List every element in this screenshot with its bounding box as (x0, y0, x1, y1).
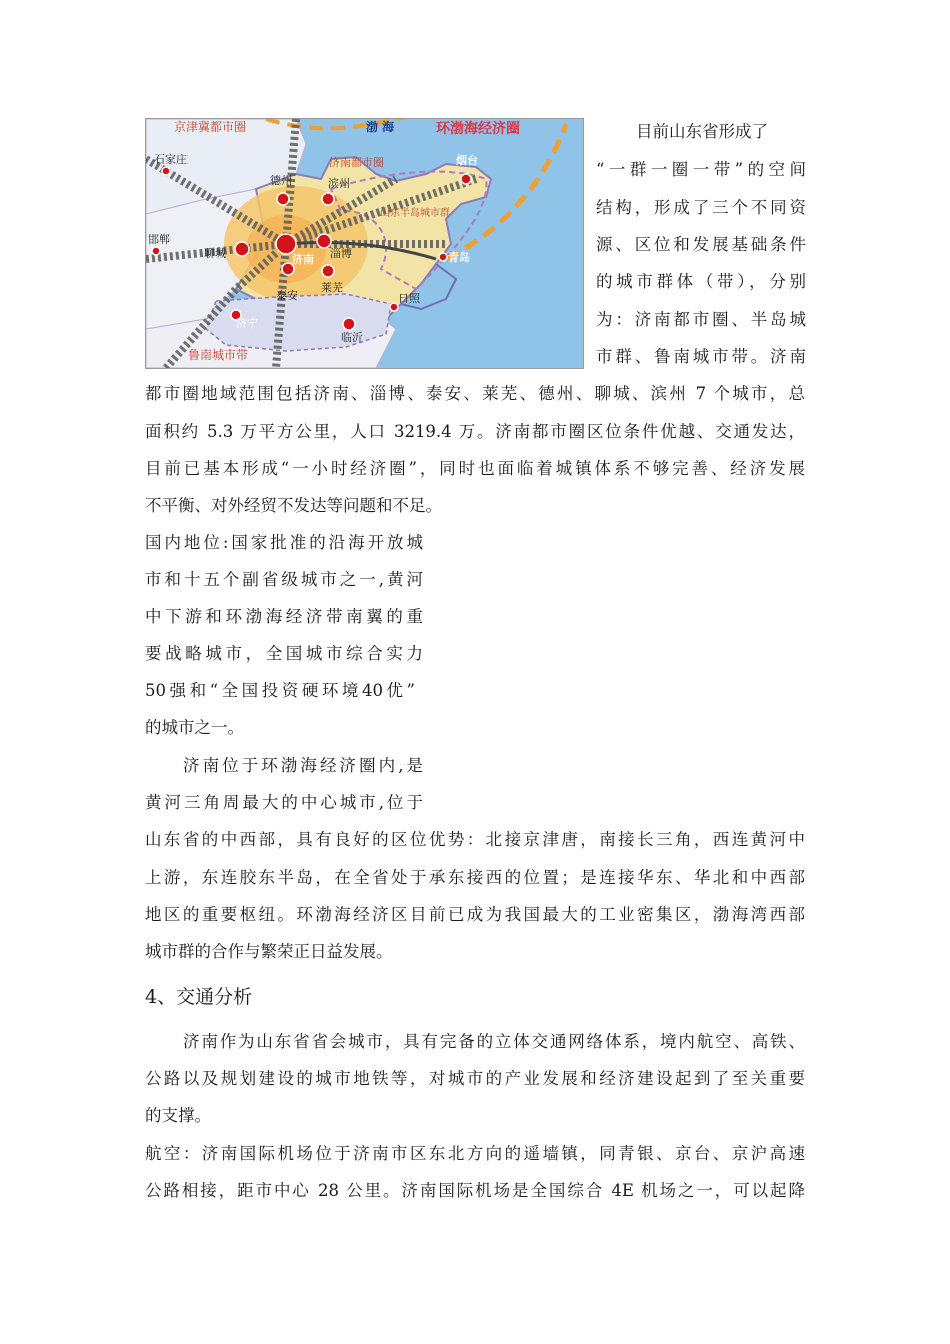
side-line-4: 源、区位和发展基础条件 (596, 235, 806, 254)
label-jinan: 济南 (292, 253, 314, 266)
binzhou-dot (322, 193, 334, 205)
para1-line-2: 面积约 5.3 万平方公里，人口 3219.4 万。济南都市圈区位条件优越、交通发达， (145, 422, 805, 441)
transport-line-3: 的支撑。 (145, 1106, 211, 1125)
rizhao-dot (390, 303, 398, 311)
label-yantai: 烟台 (456, 154, 478, 167)
label-linyi: 临沂 (341, 331, 363, 344)
label-peninsula: 山东半岛城市群 (380, 208, 450, 219)
label-bohai: 渤 海 (366, 120, 395, 134)
side-line-5: 的城市群体（带），分别 (596, 272, 806, 291)
side-line-2: “一群一圈一带”的空间 (596, 160, 806, 179)
label-huanbohai: 环渤海经济圈 (436, 121, 520, 137)
label-lunan: 鲁南城市带 (188, 348, 249, 362)
location-line-4: 上游，东连胶东半岛，在全省处于承东接西的位置；是连接华东、华北和中西部 (145, 868, 805, 887)
section-heading: 4、交通分析 (145, 986, 253, 1008)
label-laiwu: 莱芜 (321, 281, 343, 294)
para1-line-4: 不平衡、对外经贸不发达等问题和不足。 (145, 496, 442, 515)
transport-line-2: 公路以及规划建设的城市地铁等，对城市的产业发展和经济建设起到了至关重要 (145, 1069, 805, 1088)
side-line-3: 结构，形成了三个不同资 (596, 198, 806, 217)
linyi-dot (343, 318, 355, 330)
para1-line-1: 都市圈地域范围包括济南、淄博、泰安、莱芜、德州、聊城、滨州 7 个城市，总 (145, 384, 805, 403)
aviation-line-1: 航空：济南国际机场位于济南市区东北方向的遥墙镇，同青银、京台、京沪高速 (145, 1144, 805, 1163)
position-line-1: 国内地位:国家批准的沿海开放城 (145, 533, 423, 552)
location-line-5: 地区的重要枢纽。环渤海经济区目前已成为我国最大的工业密集区，渤海湾西部 (145, 905, 805, 924)
label-rizhao: 日照 (398, 292, 420, 305)
label-jining: 济宁 (236, 317, 258, 330)
map-graphic (146, 119, 583, 368)
shijiazhuang-dot (162, 167, 170, 175)
position-line-2: 市和十五个副省级城市之一,黄河 (145, 570, 423, 589)
location-line-2: 黄河三角周最大的中心城市,位于 (145, 793, 423, 812)
location-line-3: 山东省的中西部，具有良好的区位优势：北接京津唐，南接长三角，西连黄河中 (145, 830, 805, 849)
dezhou-dot (277, 193, 289, 205)
regional-map (145, 118, 584, 369)
location-line-1: 济南位于环渤海经济圈内,是 (183, 756, 423, 775)
label-dezhou: 德州 (270, 174, 292, 187)
label-binzhou: 滨州 (328, 177, 350, 190)
label-jinan-circle: 济南都市圈 (329, 156, 384, 169)
position-line-3: 中下游和环渤海经济带南翼的重 (145, 607, 423, 626)
para1-line-3: 目前已基本形成“一小时经济圈”，同时也面临着城镇体系不够完善、经济发展 (145, 459, 805, 478)
label-zibo: 淄博 (330, 247, 352, 260)
jinan-dot (276, 234, 296, 254)
side-line-1: 目前山东省形成了 (636, 122, 768, 141)
position-line-4: 要战略城市，全国城市综合实力 (145, 644, 423, 663)
side-line-6: 为：济南都市圈、半岛城 (596, 310, 806, 329)
label-taian: 泰安 (276, 289, 298, 302)
label-liaocheng: 聊城 (204, 247, 226, 260)
position-line-5: 50强和“全国投资硬环境40优” (145, 681, 415, 700)
zibo-dot (317, 234, 331, 248)
label-shijiazhuang: 石家庄 (154, 153, 187, 166)
aviation-line-2: 公路相接，距市中心 28 公里。济南国际机场是全国综合 4E 机场之一，可以起降 (145, 1181, 805, 1200)
label-jingjinji: 京津冀都市圈 (174, 120, 247, 134)
label-qingdao: 青岛 (448, 251, 470, 264)
handan-dot (152, 247, 160, 255)
side-line-7: 市群、鲁南城市带。济南 (596, 347, 806, 366)
label-handan: 邯郸 (148, 233, 170, 246)
qingdao-dot (439, 253, 447, 261)
position-line-6: 的城市之一。 (145, 718, 244, 737)
laiwu-dot (322, 265, 334, 277)
location-line-6: 城市群的合作与繁荣正日益发展。 (145, 942, 393, 961)
yantai-dot (461, 174, 471, 184)
transport-line-1: 济南作为山东省省会城市，具有完备的立体交通网络体系，境内航空、高铁、 (183, 1032, 805, 1051)
liaocheng-dot (235, 242, 249, 256)
